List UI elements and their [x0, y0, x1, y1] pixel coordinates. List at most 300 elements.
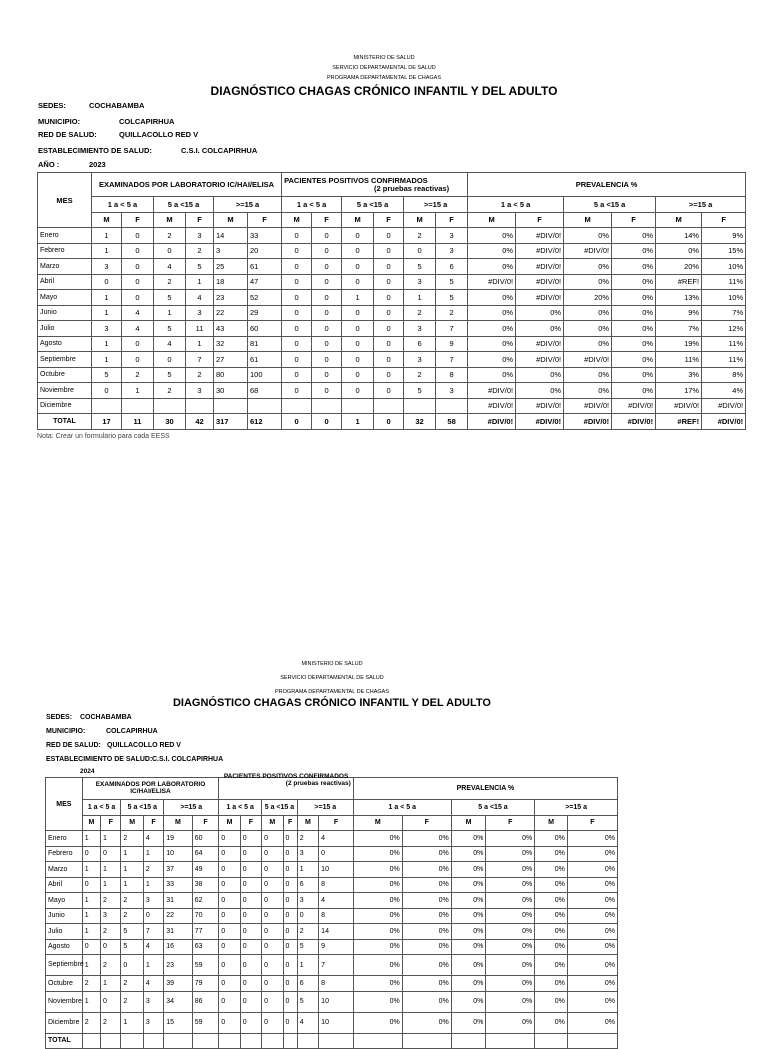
month-cell: Agosto — [38, 336, 92, 352]
count-cell: 32 — [214, 336, 248, 352]
count-cell: 3 — [404, 274, 436, 290]
count-cell: 17 — [92, 414, 122, 430]
count-cell: 43 — [214, 321, 248, 337]
count-cell: 0 — [312, 305, 342, 321]
count-cell: 0 — [101, 939, 121, 955]
month-cell: Junio — [38, 305, 92, 321]
count-cell: 1 — [82, 893, 100, 909]
prevalence-cell: 0% — [486, 831, 535, 847]
count-cell: 0 — [122, 352, 154, 368]
count-cell: 0 — [82, 846, 100, 862]
count-cell: 0 — [122, 259, 154, 275]
sex-header: F — [486, 815, 535, 831]
mes-header: MES — [46, 778, 83, 831]
prevalence-cell: 0% — [564, 305, 612, 321]
count-cell: 0 — [82, 877, 100, 893]
prevalence-cell: 0% — [516, 321, 564, 337]
count-cell: 0 — [154, 243, 186, 259]
count-cell: 22 — [214, 305, 248, 321]
prevalence-cell: 0% — [402, 1012, 451, 1033]
count-cell: 1 — [92, 290, 122, 306]
table-row — [38, 352, 746, 368]
prevalence-cell: 0% — [612, 274, 656, 290]
count-cell: 52 — [248, 290, 282, 306]
count-cell: 0 — [219, 908, 240, 924]
prevalence-cell: 0% — [353, 908, 402, 924]
count-cell: 1 — [186, 336, 214, 352]
count-cell: 0 — [262, 877, 283, 893]
count-cell: 31 — [164, 893, 193, 909]
positivos-subtitle: (2 pruebas reactivas) — [285, 779, 351, 787]
count-cell: 3 — [297, 846, 318, 862]
count-cell: 3 — [186, 383, 214, 399]
table-row — [46, 862, 618, 878]
month-cell: Septiembre — [46, 955, 83, 976]
count-cell: 8 — [319, 976, 354, 992]
sex-header: F — [516, 212, 564, 228]
count-cell — [192, 1033, 219, 1049]
prevalence-cell: 0% — [612, 305, 656, 321]
count-cell: 8 — [319, 908, 354, 924]
count-cell: 5 — [154, 367, 186, 383]
count-cell: 3 — [436, 228, 468, 244]
prevalence-cell: 10% — [702, 290, 746, 306]
count-cell: 2 — [297, 924, 318, 940]
count-cell: 31 — [164, 924, 193, 940]
month-cell: Octubre — [38, 367, 92, 383]
sex-header: M — [262, 815, 283, 831]
prevalence-cell: #DIV/0! — [468, 414, 516, 430]
month-cell: Noviembre — [46, 991, 83, 1012]
sex-header: M — [154, 212, 186, 228]
count-cell: 7 — [319, 955, 354, 976]
prevalence-cell: 0% — [353, 862, 402, 878]
month-cell: Diciembre — [38, 398, 92, 414]
count-cell: 27 — [214, 352, 248, 368]
prevalence-cell: #DIV/0! — [516, 398, 564, 414]
sex-header: F — [374, 212, 404, 228]
prevalence-cell: 11% — [702, 274, 746, 290]
count-cell — [319, 1033, 354, 1049]
count-cell: 2 — [82, 976, 100, 992]
field-value: 2023 — [89, 160, 106, 169]
count-cell: 4 — [122, 321, 154, 337]
field-value: COLCAPIRHUA — [119, 117, 175, 126]
prevalence-cell: 0% — [656, 243, 702, 259]
prevalence-cell: 0% — [567, 831, 617, 847]
prevalence-cell: 11% — [702, 336, 746, 352]
prevalence-cell: 0% — [353, 831, 402, 847]
count-cell: 34 — [164, 991, 193, 1012]
month-cell: Mayo — [38, 290, 92, 306]
count-cell: 0 — [240, 991, 261, 1012]
count-cell: 79 — [192, 976, 219, 992]
count-cell: 0 — [283, 939, 297, 955]
count-cell: 0 — [374, 383, 404, 399]
count-cell: 0 — [262, 893, 283, 909]
prevalence-cell: 0% — [468, 321, 516, 337]
count-cell: 0 — [101, 991, 121, 1012]
count-cell: 1 — [122, 383, 154, 399]
count-cell: 0 — [312, 414, 342, 430]
prevalence-cell: 20% — [656, 259, 702, 275]
count-cell: 0 — [312, 321, 342, 337]
sex-header: F — [702, 212, 746, 228]
count-cell: 0 — [312, 352, 342, 368]
count-cell: 1 — [92, 305, 122, 321]
age-group-header: 5 a <15 a — [154, 197, 214, 213]
field-label: RED DE SALUD: — [46, 742, 101, 749]
prevalence-cell: 0% — [516, 305, 564, 321]
age-group-header: 1 a < 5 a — [353, 800, 451, 816]
count-cell: 2 — [101, 1012, 121, 1033]
count-cell: 0 — [312, 243, 342, 259]
count-cell: 7 — [143, 924, 163, 940]
table-row — [46, 924, 618, 940]
count-cell: 0 — [121, 955, 143, 976]
count-cell: 1 — [92, 352, 122, 368]
sex-header: M — [535, 815, 568, 831]
count-cell: 0 — [404, 243, 436, 259]
count-cell: 0 — [219, 924, 240, 940]
form-note: Nota: Crear un formulario para cada EESS — [37, 433, 170, 440]
count-cell: 1 — [342, 414, 374, 430]
count-cell: 1 — [143, 846, 163, 862]
count-cell: 33 — [164, 877, 193, 893]
age-group-header: 5 a <15 a — [451, 800, 535, 816]
count-cell: 1 — [143, 877, 163, 893]
prevalence-cell: 0% — [567, 924, 617, 940]
prevalence-cell: 0% — [535, 893, 568, 909]
count-cell: 0 — [282, 243, 312, 259]
count-cell: 0 — [122, 274, 154, 290]
table-row — [38, 228, 746, 244]
prevalence-cell: 0% — [567, 1012, 617, 1033]
prevalence-cell: 0% — [567, 939, 617, 955]
prevalence-cell: 9% — [702, 228, 746, 244]
prevalence-cell: #DIV/0! — [468, 398, 516, 414]
sex-header: F — [122, 212, 154, 228]
table-row — [46, 939, 618, 955]
count-cell: 1 — [101, 877, 121, 893]
sex-header: F — [612, 212, 656, 228]
prevalence-cell: 0% — [535, 862, 568, 878]
month-cell: TOTAL — [46, 1033, 83, 1049]
prevalence-cell: 0% — [451, 831, 486, 847]
count-cell: 0 — [219, 976, 240, 992]
count-cell: 2 — [121, 908, 143, 924]
month-cell: Enero — [38, 228, 92, 244]
prevalence-cell: 0% — [451, 862, 486, 878]
count-cell: 2 — [154, 274, 186, 290]
count-cell: 0 — [262, 991, 283, 1012]
count-cell: 25 — [214, 259, 248, 275]
month-cell: Enero — [46, 831, 83, 847]
count-cell: 0 — [374, 321, 404, 337]
count-cell — [248, 398, 282, 414]
count-cell: 0 — [283, 831, 297, 847]
diagnosis-table-2023 — [37, 172, 746, 430]
prevalence-cell: 0% — [353, 991, 402, 1012]
count-cell: 3 — [101, 908, 121, 924]
count-cell: 1 — [121, 846, 143, 862]
sex-header: F — [319, 815, 354, 831]
prevalence-cell: 10% — [702, 259, 746, 275]
count-cell: 0 — [240, 908, 261, 924]
count-cell: 30 — [154, 414, 186, 430]
count-cell: 2 — [101, 955, 121, 976]
prevalence-cell: 0% — [564, 274, 612, 290]
count-cell: 0 — [342, 259, 374, 275]
count-cell: 0 — [219, 846, 240, 862]
prevalence-cell: 0% — [353, 976, 402, 992]
month-cell: Noviembre — [38, 383, 92, 399]
count-cell: 80 — [214, 367, 248, 383]
prevalence-cell: #DIV/0! — [564, 398, 612, 414]
prevalence-cell: 0% — [486, 976, 535, 992]
count-cell: 5 — [154, 321, 186, 337]
sex-header: F — [186, 212, 214, 228]
count-cell: 0 — [374, 414, 404, 430]
prevalence-cell: 0% — [612, 352, 656, 368]
diagnosis-table-2024 — [45, 773, 618, 1049]
count-cell — [186, 398, 214, 414]
count-cell: 2 — [154, 228, 186, 244]
count-cell — [154, 398, 186, 414]
count-cell: 59 — [192, 955, 219, 976]
count-cell: 33 — [248, 228, 282, 244]
table-row — [46, 877, 618, 893]
month-cell: Septiembre — [38, 352, 92, 368]
count-cell: 1 — [82, 991, 100, 1012]
table-row — [46, 976, 618, 992]
count-cell: 18 — [214, 274, 248, 290]
sex-header-row — [46, 815, 618, 831]
count-cell: 0 — [312, 228, 342, 244]
count-cell: 60 — [248, 321, 282, 337]
count-cell: 4 — [143, 939, 163, 955]
count-cell: 7 — [436, 352, 468, 368]
count-cell: 0 — [374, 352, 404, 368]
prevalence-cell: 0% — [451, 1012, 486, 1033]
prevalence-cell: 14% — [656, 228, 702, 244]
age-group-header: 1 a < 5 a — [219, 800, 262, 816]
count-cell: 42 — [186, 414, 214, 430]
count-cell: 38 — [192, 877, 219, 893]
count-cell: 1 — [82, 831, 100, 847]
table-row — [46, 831, 618, 847]
prevalence-cell: 0% — [564, 383, 612, 399]
prevalence-cell: 0% — [353, 846, 402, 862]
month-cell: Abril — [46, 877, 83, 893]
prevalence-cell — [451, 1033, 486, 1049]
count-cell: 0 — [240, 893, 261, 909]
sex-header: M — [404, 212, 436, 228]
prevalence-cell: 0% — [468, 243, 516, 259]
count-cell: 3 — [92, 321, 122, 337]
count-cell: 0 — [282, 352, 312, 368]
sex-header: F — [436, 212, 468, 228]
field-anio — [38, 160, 106, 169]
prevalence-cell: 0% — [567, 955, 617, 976]
count-cell — [312, 398, 342, 414]
age-group-header: 5 a <15 a — [121, 800, 164, 816]
count-cell: 0 — [282, 321, 312, 337]
prevalence-cell: 0% — [486, 893, 535, 909]
count-cell: 0 — [282, 383, 312, 399]
count-cell: 0 — [374, 336, 404, 352]
count-cell: 29 — [248, 305, 282, 321]
table-row — [38, 274, 746, 290]
count-cell: 11 — [186, 321, 214, 337]
count-cell: 5 — [121, 939, 143, 955]
prevalence-cell: 0% — [353, 955, 402, 976]
prevalence-cell: 0% — [402, 924, 451, 940]
prevalence-cell: 0% — [402, 939, 451, 955]
count-cell: 0 — [282, 228, 312, 244]
count-cell — [240, 1033, 261, 1049]
sex-header: F — [567, 815, 617, 831]
count-cell: 1 — [121, 877, 143, 893]
count-cell: 0 — [262, 939, 283, 955]
count-cell: 3 — [436, 243, 468, 259]
count-cell: 0 — [240, 924, 261, 940]
prevalence-cell: 0% — [564, 321, 612, 337]
page-title: DIAGNÓSTICO CHAGAS CRÓNICO INFANTIL Y DEL ADULTO — [210, 84, 558, 98]
prevalence-cell: 0% — [535, 976, 568, 992]
age-group-header: >=15 a — [535, 800, 618, 816]
count-cell — [342, 398, 374, 414]
prevalence-cell: 0% — [486, 939, 535, 955]
prevalence-cell: 0% — [486, 955, 535, 976]
field-sedes — [46, 714, 132, 721]
count-cell — [219, 1033, 240, 1049]
count-cell: 4 — [319, 893, 354, 909]
prevalence-cell: 0% — [468, 228, 516, 244]
prevalence-cell: 0% — [486, 862, 535, 878]
count-cell: 0 — [283, 846, 297, 862]
count-cell: 3 — [436, 383, 468, 399]
prevalence-cell: 0% — [535, 846, 568, 862]
count-cell: 0 — [282, 336, 312, 352]
count-cell: 0 — [312, 290, 342, 306]
prevalence-cell: 0% — [353, 1012, 402, 1033]
prevalence-cell: 0% — [564, 336, 612, 352]
prevalence-cell: #DIV/0! — [702, 414, 746, 430]
table-row — [38, 336, 746, 352]
month-cell: Mayo — [46, 893, 83, 909]
age-group-header: >=15 a — [297, 800, 353, 816]
count-cell: 0 — [282, 414, 312, 430]
count-cell: 0 — [282, 367, 312, 383]
prevalence-cell: #DIV/0! — [516, 290, 564, 306]
age-group-header: >=15 a — [164, 800, 219, 816]
prevalence-cell: 0% — [612, 290, 656, 306]
count-cell: 0 — [297, 908, 318, 924]
prevalence-cell: 0% — [451, 846, 486, 862]
field-value: C.S.I. COLCAPIRHUA — [152, 756, 224, 763]
count-cell: 1 — [121, 1012, 143, 1033]
month-cell: Febrero — [38, 243, 92, 259]
count-cell: 1 — [101, 831, 121, 847]
total-row — [46, 1033, 618, 1049]
count-cell: 0 — [342, 352, 374, 368]
count-cell: 2 — [121, 893, 143, 909]
month-cell: Julio — [46, 924, 83, 940]
prevalence-cell: 12% — [702, 321, 746, 337]
prevalence-cell: 0% — [402, 893, 451, 909]
month-cell: Junio — [46, 908, 83, 924]
prevalence-cell: 15% — [702, 243, 746, 259]
count-cell — [282, 398, 312, 414]
prevalence-cell: 0% — [612, 228, 656, 244]
count-cell — [143, 1033, 163, 1049]
count-cell: 20 — [248, 243, 282, 259]
count-cell: 19 — [164, 831, 193, 847]
prevalence-cell: 0% — [468, 259, 516, 275]
sex-header: F — [248, 212, 282, 228]
prevalence-cell: 0% — [535, 955, 568, 976]
count-cell — [101, 1033, 121, 1049]
count-cell: 3 — [404, 352, 436, 368]
prevalence-cell: #DIV/0! — [468, 383, 516, 399]
count-cell: 0 — [143, 908, 163, 924]
count-cell: 0 — [262, 831, 283, 847]
count-cell: 5 — [186, 259, 214, 275]
prevalence-cell: 0% — [353, 924, 402, 940]
sex-header: M — [282, 212, 312, 228]
field-red-salud — [38, 130, 199, 139]
count-cell: 23 — [214, 290, 248, 306]
count-cell: 15 — [164, 1012, 193, 1033]
sex-header-row — [38, 212, 746, 228]
table-row — [46, 893, 618, 909]
prevalence-cell: 3% — [656, 367, 702, 383]
sex-header: M — [164, 815, 193, 831]
prevalence-cell: 11% — [702, 352, 746, 368]
count-cell: 49 — [192, 862, 219, 878]
count-cell: 14 — [214, 228, 248, 244]
field-municipio — [38, 117, 175, 126]
count-cell: 2 — [82, 1012, 100, 1033]
field-establecimiento — [46, 756, 224, 763]
prevalence-cell — [486, 1033, 535, 1049]
count-cell: 0 — [282, 274, 312, 290]
count-cell: 2 — [101, 893, 121, 909]
count-cell: 7 — [186, 352, 214, 368]
prevalence-cell: 0% — [564, 228, 612, 244]
prevalence-cell: 17% — [656, 383, 702, 399]
count-cell: 0 — [154, 352, 186, 368]
count-cell: 0 — [374, 305, 404, 321]
count-cell: 0 — [219, 991, 240, 1012]
age-group-header: >=15 a — [404, 197, 468, 213]
prevalence-cell: 0% — [353, 893, 402, 909]
sex-header: F — [240, 815, 261, 831]
count-cell: 62 — [192, 893, 219, 909]
prevalence-cell: 0% — [402, 955, 451, 976]
prevalence-cell: 11% — [656, 352, 702, 368]
count-cell: 0 — [219, 877, 240, 893]
prevalence-cell: 0% — [451, 924, 486, 940]
month-cell: Agosto — [46, 939, 83, 955]
sex-header: M — [92, 212, 122, 228]
prevalence-cell: 0% — [402, 846, 451, 862]
count-cell: 2 — [404, 367, 436, 383]
count-cell: 1 — [186, 274, 214, 290]
count-cell: 0 — [312, 367, 342, 383]
count-cell: 10 — [164, 846, 193, 862]
